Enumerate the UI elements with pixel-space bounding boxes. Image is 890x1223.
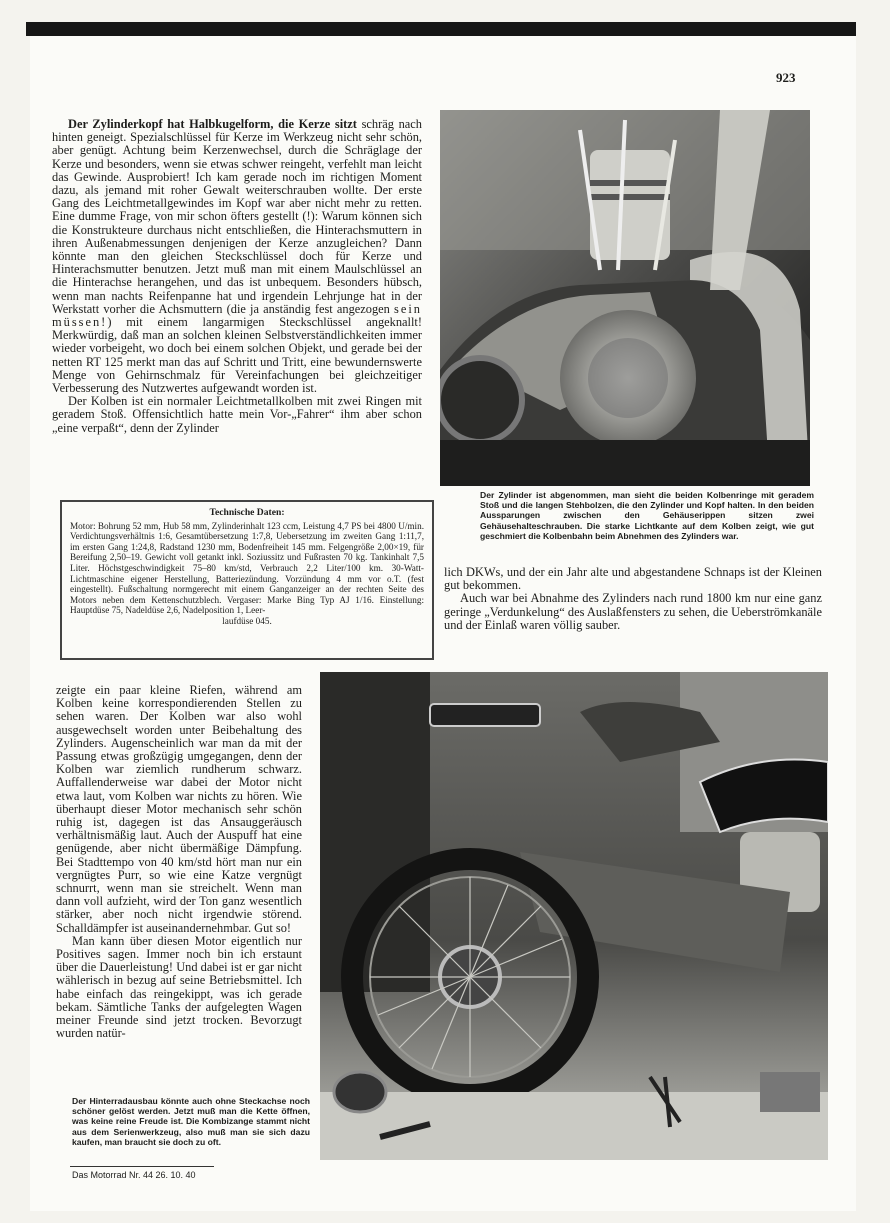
footer-issue-line: Das Motorrad Nr. 44 26. 10. 40: [72, 1170, 196, 1180]
photo-caption-bottom: Der Hinterradausbau könnte auch ohne Steckachse noch schöner gelöst werden. Jetzt muß man die Kette öffnen, was keine reine Freude ist. Die Kombizange stammt nicht aus dem Serienwerkzeug, also muß man sie sich dazu kaufen, man braucht sie doch zu oft.: [72, 1096, 310, 1147]
paragraph: [52, 118, 422, 395]
rear-wheel-removal-photo-image: [320, 672, 828, 1160]
footer-rule: [70, 1166, 214, 1167]
technical-data-body: Motor: Bohrung 52 mm, Hub 58 mm, Zylinderinhalt 123 ccm, Leistung 4,7 PS bei 4800 U/min. Verdichtungsverhältnis 1:6, Gesamtübersetzung 1:7,8, Uebersetzung im zweiten Gang 1:11,7, im ersten Gang 1:24,8, Radstand 1230 mm, Bodenfreiheit 145 mm. Felgengröße 2,00×19, für Bereifung 2,50–19. Gewicht voll getankt inkl. Soziussitz und Fußrasten 70 kg. Tankinhalt 7,5 Liter. Höchstgeschwindigkeit 75–80 km/std, Verbrauch 2,2 Liter/100 km. 30-Watt-Lichtmaschine eigener Herstellung, Batteriezündung. Vorzündung 4 mm vor o.T. (fest eingestellt). Fußschaltung normgerecht mit einem Ganganzeiger an der rechten Seite des Motors neben dem Kettenschutzblech. Vergaser: Marke Bing Typ AJ 1/16. Einstellung: Hauptdüse 75, Nadeldüse 2,6, Nadelposition 1, Leer-: [70, 520, 424, 616]
paragraph-text: ) mit einem langarmigen Steckschlüssel angeknallt! Merkwürdig, daß man an solchen kleinen Selbstverständlichkeiten immer wieder vorbeigeht, wo doch bei einem solchen Objekt, und gerade bei der netten RT 125 merkt man das auf Schritt und Tritt, eine bewundernswerte Menge von Gehirnschmalz für Vereinfachungen bei gleichzeitiger Verbesserung des Nutzwertes aufgewandt worden ist.: [52, 315, 422, 396]
article-column-upper-left: [52, 118, 422, 435]
rear-wheel-removal-photo: [320, 672, 828, 1160]
paragraph: Man kann über diesen Motor eigentlich nur Positives sagen. Immer noch bin ich erstaunt über die Dauerleistung! Und dabei ist er gar nicht wählerisch in bezug auf seine Betriebsmittel. Ich habe einfach das reingekippt, was ich gerade bekam. Sämtliche Tanks der aufgelegten Wagen meiner Freunde sind jetzt trocken. Bevorzugt wurden natür-: [56, 933, 302, 1041]
paragraph-text: schräg nach hinten geneigt. Spezialschlüssel für Kerze im Werkzeug nicht sehr schön, aber genügt. Achtung beim Kerzenwechsel, durch die Schräglage der Kerze und besonders, wenn sie etwas schwer reingeht, verfehlt man leicht das Gewinde. Ausprobiert! Ich kam gerade noch im richtigen Moment dazu, als jemand mit roher Gewalt weiterschrauben wollte. Der erste Gang des Leichtmetallgewindes im Kopf war aber nicht mehr zu retten. Eine dumme Frage, von mir schon öfters gestellt (!): Warum können sich die Konstrukteure durchaus nicht entschließen, die Hinterachsmuttern in ihren Außenabmessungen denjenigen der Kerze anzugleichen? Dann könnte man den gleichen Steckschlüssel doch für Kerze und Hinterachsmutter benutzen. Jetzt muß man mit einem Maulschlüssel an die Hinterachse herangehen, und das ist unbequem. Besonders hübsch, wenn man nachts Reifenpanne hat und irgendein Lehrjunge hat in der Werkstatt vorher die Achsmuttern (die ja anständig fest angezogen: [52, 117, 422, 316]
paragraph-lead: Der Zylinderkopf hat Halbkugelform, die Kerze sitzt: [68, 117, 357, 131]
page-number: 923: [776, 70, 796, 85]
emphasis-spaced: sein müssen!: [52, 301, 422, 330]
technical-data-tail: laufdüse 045.: [222, 615, 272, 626]
article-column-right: [444, 566, 822, 632]
technical-data-box: [60, 500, 434, 660]
article-column-lower-left: [56, 684, 302, 1040]
photo-caption-top: Der Zylinder ist abgenommen, man sieht die beiden Kolbenringe mit geradem Stoß und die langen Stehbolzen, die den Zylinder und Kopf halten. In den beiden Aussparungen zwischen den Gehäuserippen sitzen zwei Gehäusehalteschrauben. Die starke Lichtkante auf dem Kolben zeigt, wie gut geschmiert die Kolbenbahn beim Abnehmen des Zylinders war.: [480, 490, 814, 541]
scan-edge-bar: [26, 22, 856, 36]
engine-cylinder-photo-image: [440, 110, 810, 486]
paragraph: lich DKWs, und der ein Jahr alte und abgestandene Schnaps ist der Kleinen gut bekommen.: [444, 565, 822, 593]
paragraph: Auch war bei Abnahme des Zylinders nach rund 1800 km nur eine ganz geringe „Verdunkelung“ des Auslaßfensters zu sehen, die Ueberströmkanäle und der Einlaß waren völlig sauber.: [444, 591, 822, 632]
paragraph: zeigte ein paar kleine Riefen, während am Kolben keine korrespondierenden Stellen zu sehen waren. Der Kolben war also wohl ausgewechselt worden unter Beibehaltung des Zylinders. Augenscheinlich war man da mit der Passung etwas großzügig umgegangen, denn der Kolben war ziemlich rundherum schwarz. Auffallenderweise war dabei der Motor nicht etwa laut, vom Kolben war nichts zu hören. Wie überhaupt dieser Motor mechanisch sehr schön ruhig ist, dagegen ist das Ansauggeräusch verhältnismäßig laut. Auch der Auspuff hat eine genügende, aber nicht übermäßige Dämpfung. Bei Stadttempo von 40 km/std hört man nur ein vergnügtes Purr, so wie eine Katze vergnügt schnurrt, wenn man sie streichelt. Wenn man dann voll aufzieht, wird der Ton ganz wesentlich stärker, aber noch nicht irgendwie störend. Schalldämpfer ist auseinandernehmbar. Gut so!: [56, 683, 302, 935]
technical-data-title: Technische Daten:: [209, 507, 285, 518]
engine-cylinder-photo: [440, 110, 810, 486]
paragraph: Der Kolben ist ein normaler Leichtmetallkolben mit zwei Ringen mit geradem Stoß. Offensichtlich hatte mein Vor-„Fahrer“ ihm aber schon „eine verpaßt“, denn der Zylinder: [52, 394, 422, 435]
